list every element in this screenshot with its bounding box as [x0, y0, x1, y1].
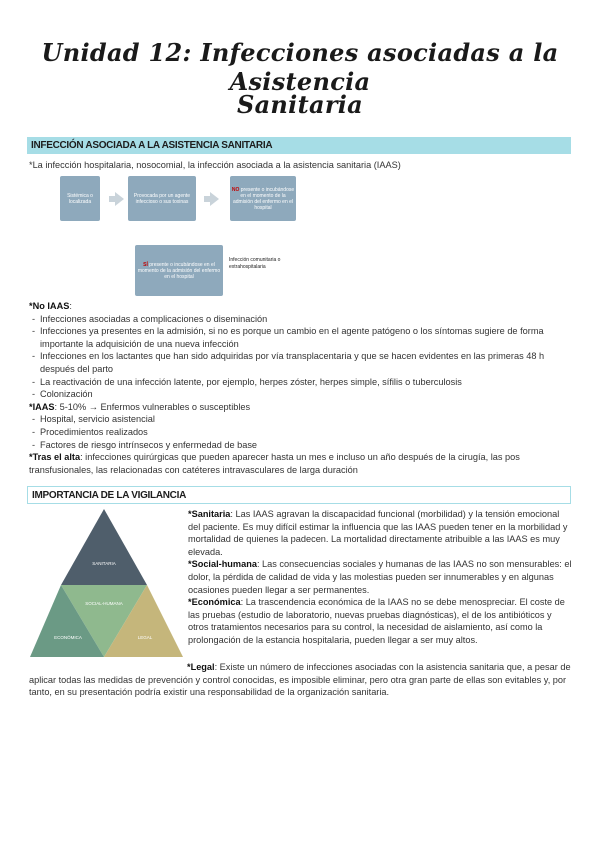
page-title-line-2: Sanitaria — [236, 90, 364, 119]
diagram-box-si-presente-label: presente o incubándose en el momento de la admisión del enfermo en el hospital — [137, 261, 221, 280]
list-item: - Hospital, servicio asistencial — [32, 413, 574, 426]
no-iaas-block: *No IAAS: - Infecciones asociadas a complicaciones o diseminación - Infecciones ya presentes en la admisión, si no es porque un cambio en el agente patógeno o los síntomas sugiere de forma importante la adquisición de una nueva infección - Infecciones en los lactantes que han sido adquiridas por vía transplacentaria y que se hacen evidentes en las primeras 48 h después del parto - La reactivación de una infección latente, por ejemplo, herpes zóster, herpes simple, sífilis o tuberculosis - Colonización *IAAS: 5-10% → Enfermos vulnerables o susceptibles - Hospital, servicio asistencial - Procedimientos realizados - Factores de riesgo intrínsecos y enfermedad de base *Tras el alta: infecciones quirúrgicas que pueden aparecer hasta un mes e incluso un año después de la cirugía, las pos transfusionales, las relacionadas con catéteres intravasculares de larga duración — [29, 300, 574, 476]
section-heading-vigilancia: IMPORTANCIA DE LA VIGILANCIA — [27, 486, 571, 504]
economica-label: *Económica — [188, 597, 241, 608]
economica-paragraph — [188, 596, 573, 646]
iaas-text: : 5-10% → Enfermos vulnerables o susceptibles — [54, 401, 251, 412]
diagram-box-no-presente-label: presente o incubándose en el momento de la admisión del enfermo en el hospital — [232, 186, 295, 211]
section-heading-iaas: INFECCIÓN ASOCIADA A LA ASISTENCIA SANITARIA — [27, 137, 571, 154]
diagram-box-sistemica — [60, 176, 100, 221]
pyramid-diagram — [30, 507, 184, 659]
diagram-box-si-presente — [135, 245, 223, 296]
intro-text: *La infección hospitalaria, nosocomial, la infección asociada a la asistencia sanitaria (IAAS) — [29, 160, 401, 170]
arrow-right-icon — [210, 192, 219, 206]
alta-text: : infecciones quirúrgicas que pueden aparecer hasta un mes e incluso un año después de la cirugía, las pos transfusionales, las relacionadas con catéteres intravasculares de larga duración — [29, 452, 520, 475]
alta-label: *Tras el alta — [29, 452, 81, 463]
diagram-box-no-presente — [230, 176, 296, 221]
no-iaas-label: *No IAAS — [29, 301, 70, 311]
sanitaria-paragraph — [188, 508, 573, 558]
diagram-box-sistemica-label: Sistémica o localizada — [67, 192, 93, 205]
social-label: *Social-humana — [188, 559, 257, 570]
list-item: - Procedimientos realizados — [32, 426, 574, 439]
sanitaria-label: *Sanitaria — [188, 509, 231, 519]
iaas-label: *IAAS — [29, 401, 55, 412]
legal-text: : Existe un número de infecciones asociadas con la asistencia sanitaria que, a pesar de aplicar todas las medidas de prevención y control conocidas, es imposible eliminar, pero otra gran parte de ellas son evitables y, por tanto, en su presentación podría existir una responsabilidad de la organización sanitaria. — [29, 662, 571, 698]
social-paragraph — [188, 558, 573, 596]
pyramid-label-legal: LEGAL — [137, 635, 153, 640]
pyramid-label-sanitaria: SANITARIA — [92, 561, 116, 566]
diagram-box-agente-label: Provocada por un agente infeccioso o sus toxinas — [133, 192, 191, 205]
diagram-note-comunitaria: Infección comunitaria o extrahospitalaria — [229, 257, 281, 270]
diagram-box-agente — [128, 176, 196, 221]
list-item: - Infecciones en los lactantes que han sido adquiridas por vía transplacentaria y que se hacen evidentes en las primeras 48 h después del parto — [32, 350, 574, 375]
social-text: : Las consecuencias sociales y humanas de las IAAS no son mensurables: el dolor, la pérdida de calidad de vida y las molestias pueden ser innumerables y en algunas ocasiones pueden llegar a ser permanentes. — [188, 559, 572, 595]
pyramid-label-social: SOCIAL-HUMANA — [85, 601, 123, 606]
list-item: - Factores de riesgo intrínsecos y enfermedad de base — [32, 439, 574, 452]
sanitaria-text: : Las IAAS agravan la discapacidad funcional (morbilidad) y la tensión emocional del paciente. Es muy difícil estimar la influencia que las IAAS pueden tener en la morbilidad y mortalidad de quienes la padecen. La mortalidad directamente atribuible a las IAAS es muy elevada. — [188, 509, 568, 557]
pyramid-label-economica: ECONÓMICA — [54, 635, 82, 640]
vigilancia-paragraphs — [188, 508, 573, 647]
legal-paragraph — [29, 661, 574, 699]
economica-text: : La trascendencia económica de la IAAS no se debe menospreciar. El coste de las pruebas (estudio de laboratorio, nuevas pruebas diagnósticas), el de los antibióticos y otros tratamientos necesarios para su control, la necesidad de aislamiento, así como la prolongación de la estancia hospitalaria, pueden llegar a ser muy altos. — [188, 597, 565, 645]
page-title-line-1: Unidad 12: Infecciones asociadas a la Asistencia — [41, 38, 559, 96]
pyramid-top-segment — [61, 509, 147, 585]
list-item: - La reactivación de una infección latente, por ejemplo, herpes zóster, herpes simple, sífilis o tuberculosis — [32, 376, 574, 389]
list-item: - Infecciones ya presentes en la admisión, si no es porque un cambio en el agente patógeno o los síntomas sugiere de forma importante la adquisición de una nueva infección — [32, 325, 574, 350]
diagram-no-marker: NO — [231, 186, 240, 193]
diagram-si-marker: SÍ — [143, 261, 148, 268]
arrow-right-icon — [115, 192, 124, 206]
list-item: - Colonización — [32, 388, 574, 401]
legal-label: *Legal — [187, 662, 215, 672]
list-item: - Infecciones asociadas a complicaciones o diseminación — [32, 313, 574, 326]
